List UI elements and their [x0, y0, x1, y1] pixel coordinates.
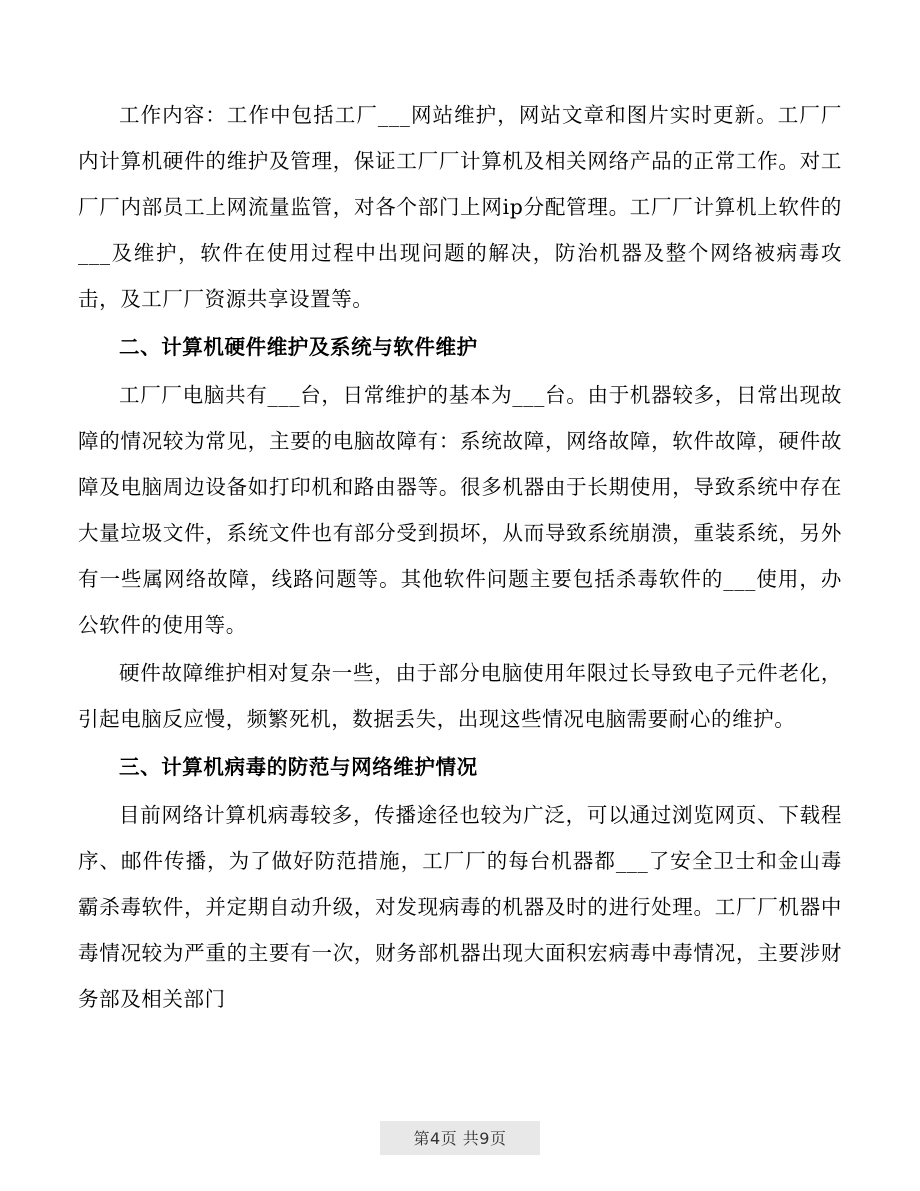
page-footer [0, 1121, 920, 1155]
paragraph-work-content: 工作内容：工作中包括工厂___网站维护，网站文章和图片实时更新。工厂厂内计算机硬件的维护及管理，保证工厂厂计算机及相关网络产品的正常工作。对工厂厂内部员工上网流量监管，对各个部门上网ip分配管理。工厂厂计算机上软件的___及维护，软件在使用过程中出现问题的解决，防治机器及整个网络被病毒攻击，及工厂厂资源共享设置等。 [78, 103, 842, 311]
document-body [78, 92, 842, 1022]
heading-section-three: 三、计算机病毒的防范与网络维护情况 [119, 755, 478, 779]
page-number-label: 第4页 共9页 [380, 1121, 541, 1155]
heading-section-two: 二、计算机硬件维护及系统与软件维护 [119, 335, 478, 359]
paragraph-virus-prevention: 目前网络计算机病毒较多，传播途径也较为广泛，可以通过浏览网页、下载程序、邮件传播，为了做好防范措施，工厂厂的每台机器都___了安全卫士和金山毒霸杀毒软件，并定期自动升级，对发现病毒的机器及时的进行处理。工厂厂机器中毒情况较为严重的主要有一次，财务部机器出现大面积宏病毒中毒情况，主要涉财务部及相关部门 [78, 803, 842, 1011]
paragraph-hardware-fault: 硬件故障维护相对复杂一些，由于部分电脑使用年限过长导致电子元件老化，引起电脑反应慢，频繁死机，数据丢失，出现这些情况电脑需要耐心的维护。 [78, 661, 842, 731]
paragraph-hardware-maintenance: 工厂厂电脑共有___台，日常维护的基本为___台。由于机器较多，日常出现故障的情况较为常见，主要的电脑故障有：系统故障，网络故障，软件故障，硬件故障及电脑周边设备如打印机和路由器等。很多机器由于长期使用，导致系统中存在大量垃圾文件，系统文件也有部分受到损坏，从而导致系统崩溃，重装系统，另外有一些属网络故障，线路问题等。其他软件问题主要包括杀毒软件的___使用，办公软件的使用等。 [78, 383, 842, 637]
